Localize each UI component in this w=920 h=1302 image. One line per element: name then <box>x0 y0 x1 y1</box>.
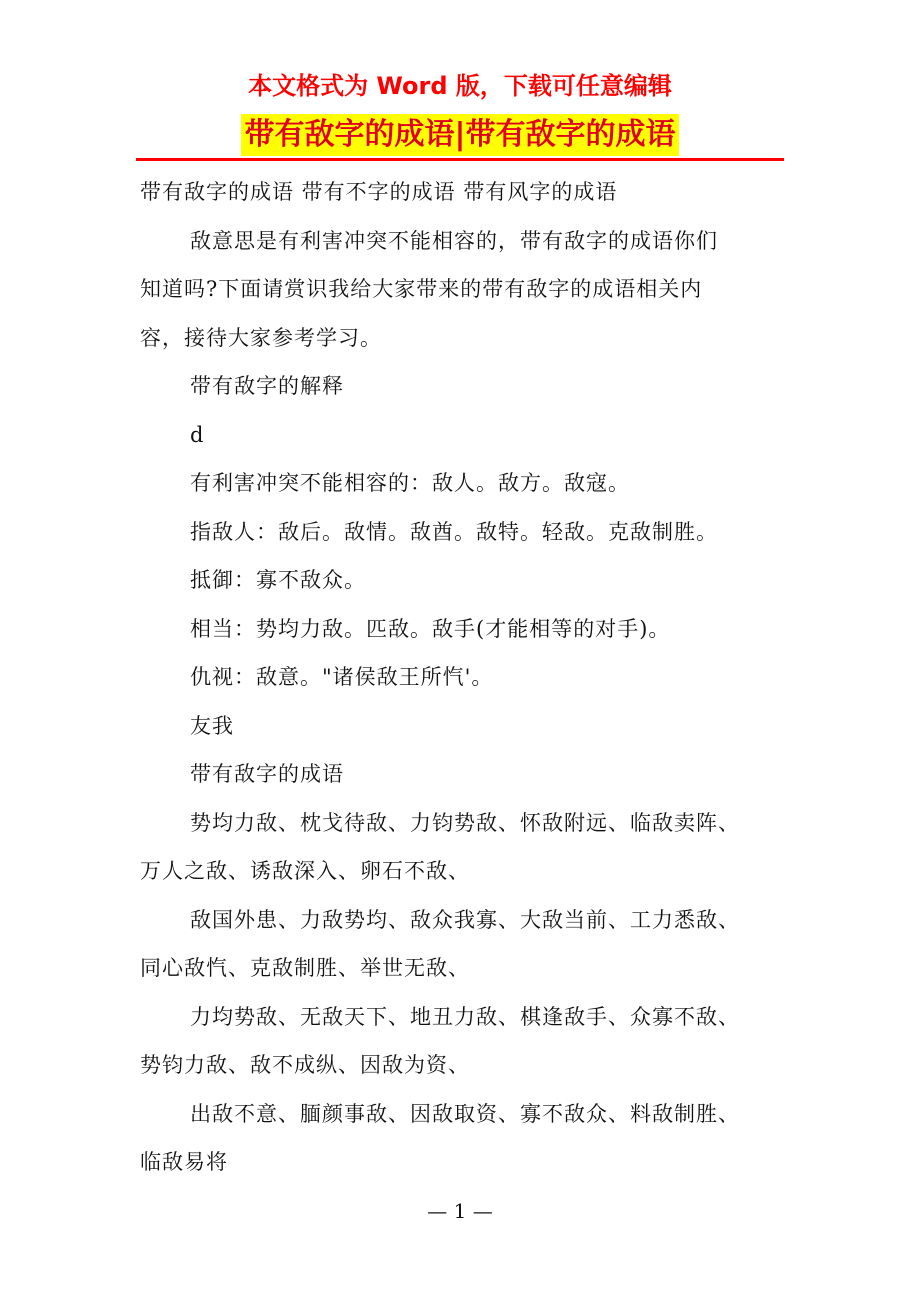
title-container <box>0 114 920 156</box>
header-divider <box>136 158 784 161</box>
body-line: 友我 <box>190 713 234 738</box>
idiom-list-line: 出敌不意、腼颜事敌、因敌取资、寡不敌众、料敌制胜、 <box>190 1101 740 1126</box>
document-body <box>140 168 784 1187</box>
definition-item: 仇视：敌意。"诸侯敌王所忾'。 <box>190 665 494 689</box>
section-heading: 带有敌字的解释 <box>190 374 344 398</box>
section-heading: 带有敌字的成语 <box>190 762 344 786</box>
body-line: d <box>190 422 205 447</box>
idiom-list-line: 临敌易将 <box>140 1150 228 1174</box>
idiom-list-line: 同心敌忾、克敌制胜、举世无敌、 <box>140 956 470 980</box>
definition-item: 相当：势均力敌。匹敌。敌手(才能相等的对手)。 <box>190 616 671 641</box>
idiom-list-line: 万人之敌、诱敌深入、卵石不敌、 <box>140 859 470 883</box>
body-line: 容，接待大家参考学习。 <box>140 325 382 350</box>
idiom-list-line: 势钧力敌、敌不成纵、因敌为资、 <box>140 1053 470 1077</box>
body-line: 带有敌字的成语 带有不字的成语 带有风字的成语 <box>140 180 618 204</box>
body-line: 知道吗?下面请赏识我给大家带来的带有敌字的成语相关内 <box>140 277 703 301</box>
definition-item: 抵御：寡不敌众。 <box>190 568 366 592</box>
idiom-list-line: 势均力敌、枕戈待敌、力钧势敌、怀敌附远、临敌卖阵、 <box>190 810 740 835</box>
definition-item: 指敌人：敌后。敌情。敌酋。敌特。轻敌。克敌制胜。 <box>190 519 718 544</box>
format-banner: 本文格式为 Word 版，下载可任意编辑 <box>248 72 672 100</box>
document-title: 带有敌字的成语|带有敌字的成语 <box>241 114 680 156</box>
idiom-list-line: 敌国外患、力敌势均、敌众我寡、大敌当前、工力悉敌、 <box>190 907 740 932</box>
body-line: 敌意思是有利害冲突不能相容的，带有敌字的成语你们 <box>190 228 718 253</box>
definition-item: 有利害冲突不能相容的：敌人。敌方。敌寇。 <box>190 471 630 495</box>
idiom-list-line: 力均势敌、无敌天下、地丑力敌、棋逢敌手、众寡不敌、 <box>190 1004 740 1029</box>
page-number: — 1 — <box>427 1199 493 1223</box>
